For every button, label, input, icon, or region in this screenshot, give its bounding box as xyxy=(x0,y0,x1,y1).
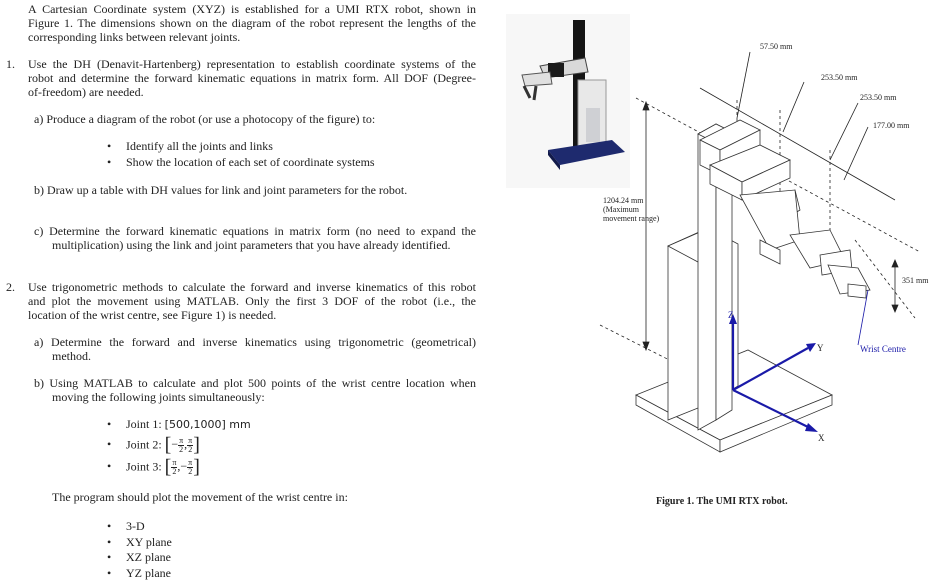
q1-a-bullet-2: • Show the location of each set of coordinate systems xyxy=(126,155,375,169)
q1-part-c-line-2: multiplication) using the link and joint parameters that you have already identified. xyxy=(52,238,451,252)
joint-3-label: Joint 3: xyxy=(126,459,162,474)
q2-part-a-line-2: method. xyxy=(52,349,91,363)
q2-line-3: location of the wrist centre, see Figure 1) is needed. xyxy=(28,308,277,322)
dim-57-50: 57.50 mm xyxy=(760,42,793,51)
q1-line-1: Use the DH (Denavit-Hartenberg) representation to establish coordinate systems of the xyxy=(28,57,476,71)
dim-range-note-1: (Maximum xyxy=(603,205,639,214)
figure-caption: Figure 1. The UMI RTX robot. xyxy=(656,496,788,507)
plot-intro: The program should plot the movement of the wrist centre in: xyxy=(52,490,348,504)
dim-177-00: 177.00 mm xyxy=(873,121,910,130)
intro-line-2: Figure 1. The dimensions shown on the diagram of the robot represent the lengths of the xyxy=(28,16,476,30)
q2-line-1: Use trigonometric methods to calculate the forward and inverse kinematics of this robot xyxy=(28,280,476,294)
q1-part-b: b) Draw up a table with DH values for link and joint parameters for the robot. xyxy=(34,183,408,197)
joint-2-range: [− $\frac{\pi}{2}$ , $\frac{\pi}{2}$ ] xyxy=(164,434,200,457)
plot-item-xy: • XY plane xyxy=(126,535,172,549)
plot-item-xz: • XZ plane xyxy=(126,550,171,564)
dim-range-note-2: movement range) xyxy=(603,214,660,223)
joint-1-range: [500,1000] mm xyxy=(164,418,251,431)
robot-line-drawing xyxy=(636,120,870,452)
plot-item-3d: • 3-D xyxy=(126,519,145,533)
q1-part-a: a) Produce a diagram of the robot (or use a photocopy of the figure) to: xyxy=(34,112,376,126)
axis-x-label: X xyxy=(818,433,825,443)
q2-line-2: and plot the movement using MATLAB. Only the first 3 DOF of the robot (i.e., the xyxy=(28,294,476,308)
dim-351: 351 mm xyxy=(902,276,929,285)
q2-part-b-line-2: moving the following joints simultaneously: xyxy=(52,390,265,404)
q1-line-2: robot and determine the forward kinematic equations in matrix form. All DOF (Degree- xyxy=(28,71,476,85)
joint-1-label: Joint 1: xyxy=(126,417,162,431)
q1-part-c-line-1: c) Determine the forward kinematic equations in matrix form (no need to expand the xyxy=(34,224,476,238)
q1-line-3: of-freedom) are needed. xyxy=(28,85,144,99)
intro-line-1: A Cartesian Coordinate system (XYZ) is established for a UMI RTX robot, shown in xyxy=(28,2,476,16)
wrist-centre-label: Wrist Centre xyxy=(860,344,906,354)
q1-number: 1. xyxy=(6,57,15,71)
q2-part-b-line-1: b) Using MATLAB to calculate and plot 500 points of the wrist centre location when xyxy=(34,376,476,390)
q1-a-bullet-1: • Identify all the joints and links xyxy=(126,139,273,153)
joint-2-label: Joint 2: xyxy=(126,437,162,452)
q2-number: 2. xyxy=(6,280,15,294)
joint-3-range: [ $\frac{\pi}{2}$ ,− $\frac{\pi}{2}$ ] xyxy=(164,456,200,479)
plot-item-yz: • YZ plane xyxy=(126,566,171,580)
robot-photo xyxy=(506,14,630,188)
intro-line-3: corresponding links between relevant joints. xyxy=(28,30,241,44)
axis-z-label: Z xyxy=(728,310,734,320)
axis-y-label: Y xyxy=(817,343,824,353)
dim-253-50-a: 253.50 mm xyxy=(821,73,858,82)
dim-range-value: 1204.24 mm xyxy=(603,196,644,205)
dim-253-50-b: 253.50 mm xyxy=(860,93,897,102)
q2-part-a-line-1: a) Determine the forward and inverse kinematics using trigonometric (geometrical) xyxy=(34,335,476,349)
